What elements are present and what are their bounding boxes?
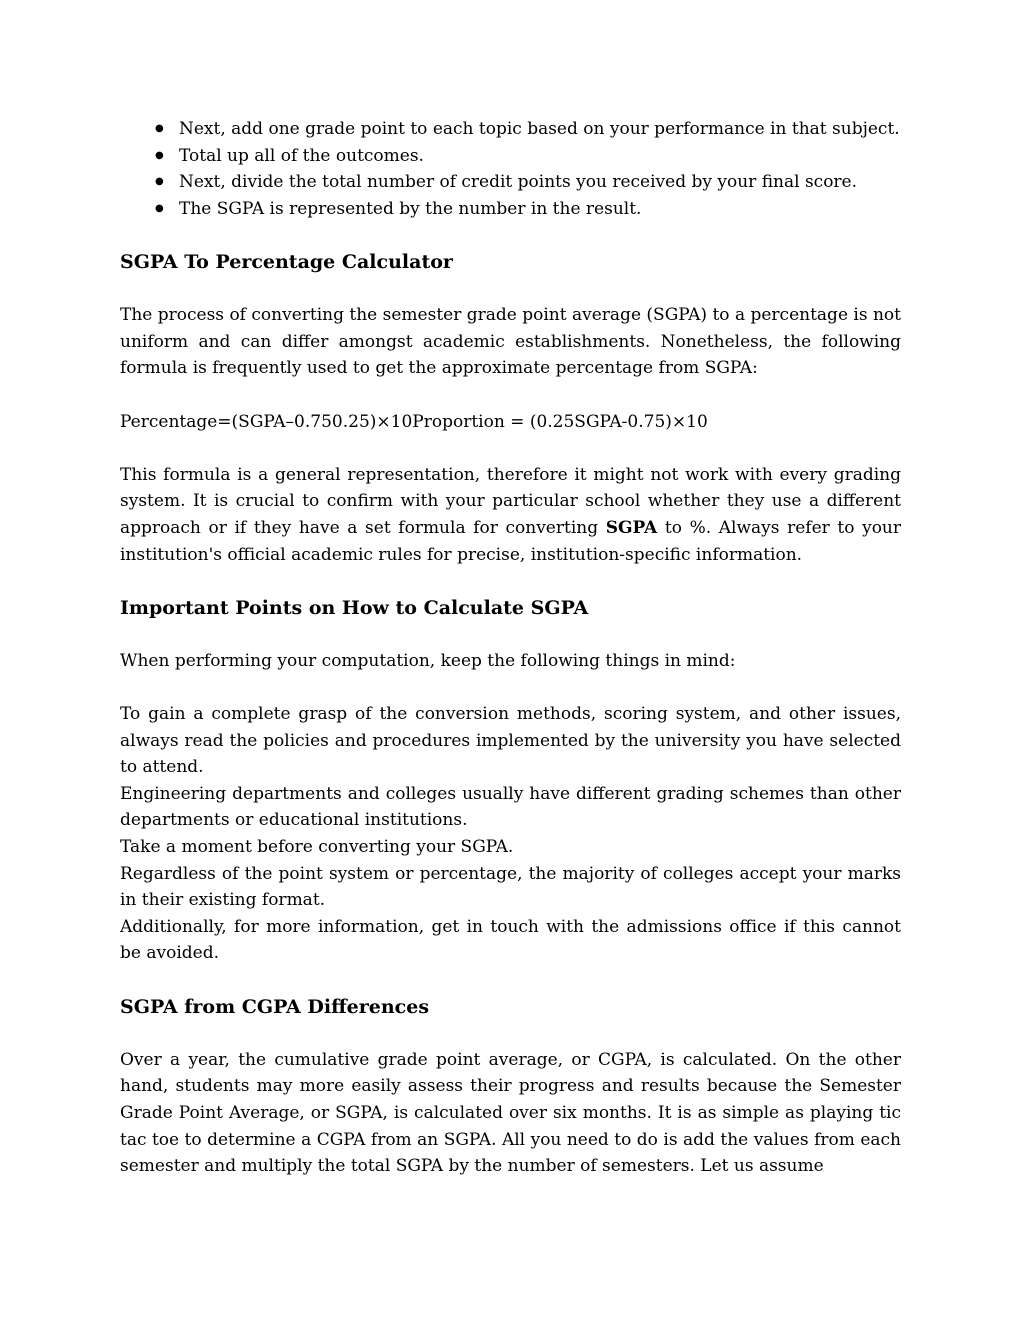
formula-text: Percentage=(SGPA–0.750.25)×10Proportion = (0.25SGPA-0.75)×10 <box>120 411 708 432</box>
heading-important-points: Important Points on How to Calculate SGPA <box>120 596 589 619</box>
paragraph-cgpa-differences: Over a year, the cumulative grade point average, or CGPA, is calculated. On the other hand, students may more easily assess their progress and results because the Semester Grade Point Average, or SGPA, is calculated over six months. It is as simple as playing tic tac toe to determine a CGPA from an SGPA. All you need to do is add the values from each semester and multiply the total SGPA by the number of semesters. Let us assume <box>120 1049 901 1177</box>
note-text-after-bold: to %. Always refer to your institution's official academic rules for precise, institution-specific information. <box>120 517 902 565</box>
heading-sgpa-from-cgpa-differences: SGPA from CGPA Differences <box>120 995 430 1018</box>
point-admissions-office: Additionally, for more information, get in touch with the admissions office if this cannot be avoided. <box>120 916 901 964</box>
paragraph-formula-note <box>120 462 901 568</box>
point-marks-format: Regardless of the point system or percentage, the majority of colleges accept your marks in their existing format. <box>120 863 901 911</box>
list-item: ● Next, add one grade point to each topic based on your performance in that subject. <box>179 116 901 143</box>
heading-sgpa-to-percentage-calculator: SGPA To Percentage Calculator <box>120 250 453 273</box>
list-item: ● Next, divide the total number of credit points you received by your final score. <box>179 169 901 196</box>
list-item: ● The SGPA is represented by the number in the result. <box>179 196 901 223</box>
point-take-a-moment: Take a moment before converting your SGPA. <box>120 837 514 858</box>
sgpa-steps-list <box>120 116 901 222</box>
note-text-before-bold: This formula is a general representation, therefore it might not work with every grading system. It is crucial to confirm with your particular school whether they use a different approach or if they have a set formula for converting <box>120 464 901 538</box>
point-policies: To gain a complete grasp of the conversion methods, scoring system, and other issues, always read the policies and procedures implemented by the university you have selected to attend. <box>120 704 901 778</box>
paragraph-points-lead: When performing your computation, keep the following things in mind: <box>120 650 736 671</box>
point-engineering-grading: Engineering departments and colleges usually have different grading schemes than other departments or educational institutions. <box>120 783 901 831</box>
note-bold-term: SGPA <box>605 517 658 538</box>
points-block <box>120 701 901 967</box>
paragraph-percentage-intro: The process of converting the semester grade point average (SGPA) to a percentage is not uniform and can differ amongst academic establishments. Nonetheless, the following formula is frequently used to get the approximate percentage from SGPA: <box>120 305 901 379</box>
list-item: ● Total up all of the outcomes. <box>179 143 901 170</box>
